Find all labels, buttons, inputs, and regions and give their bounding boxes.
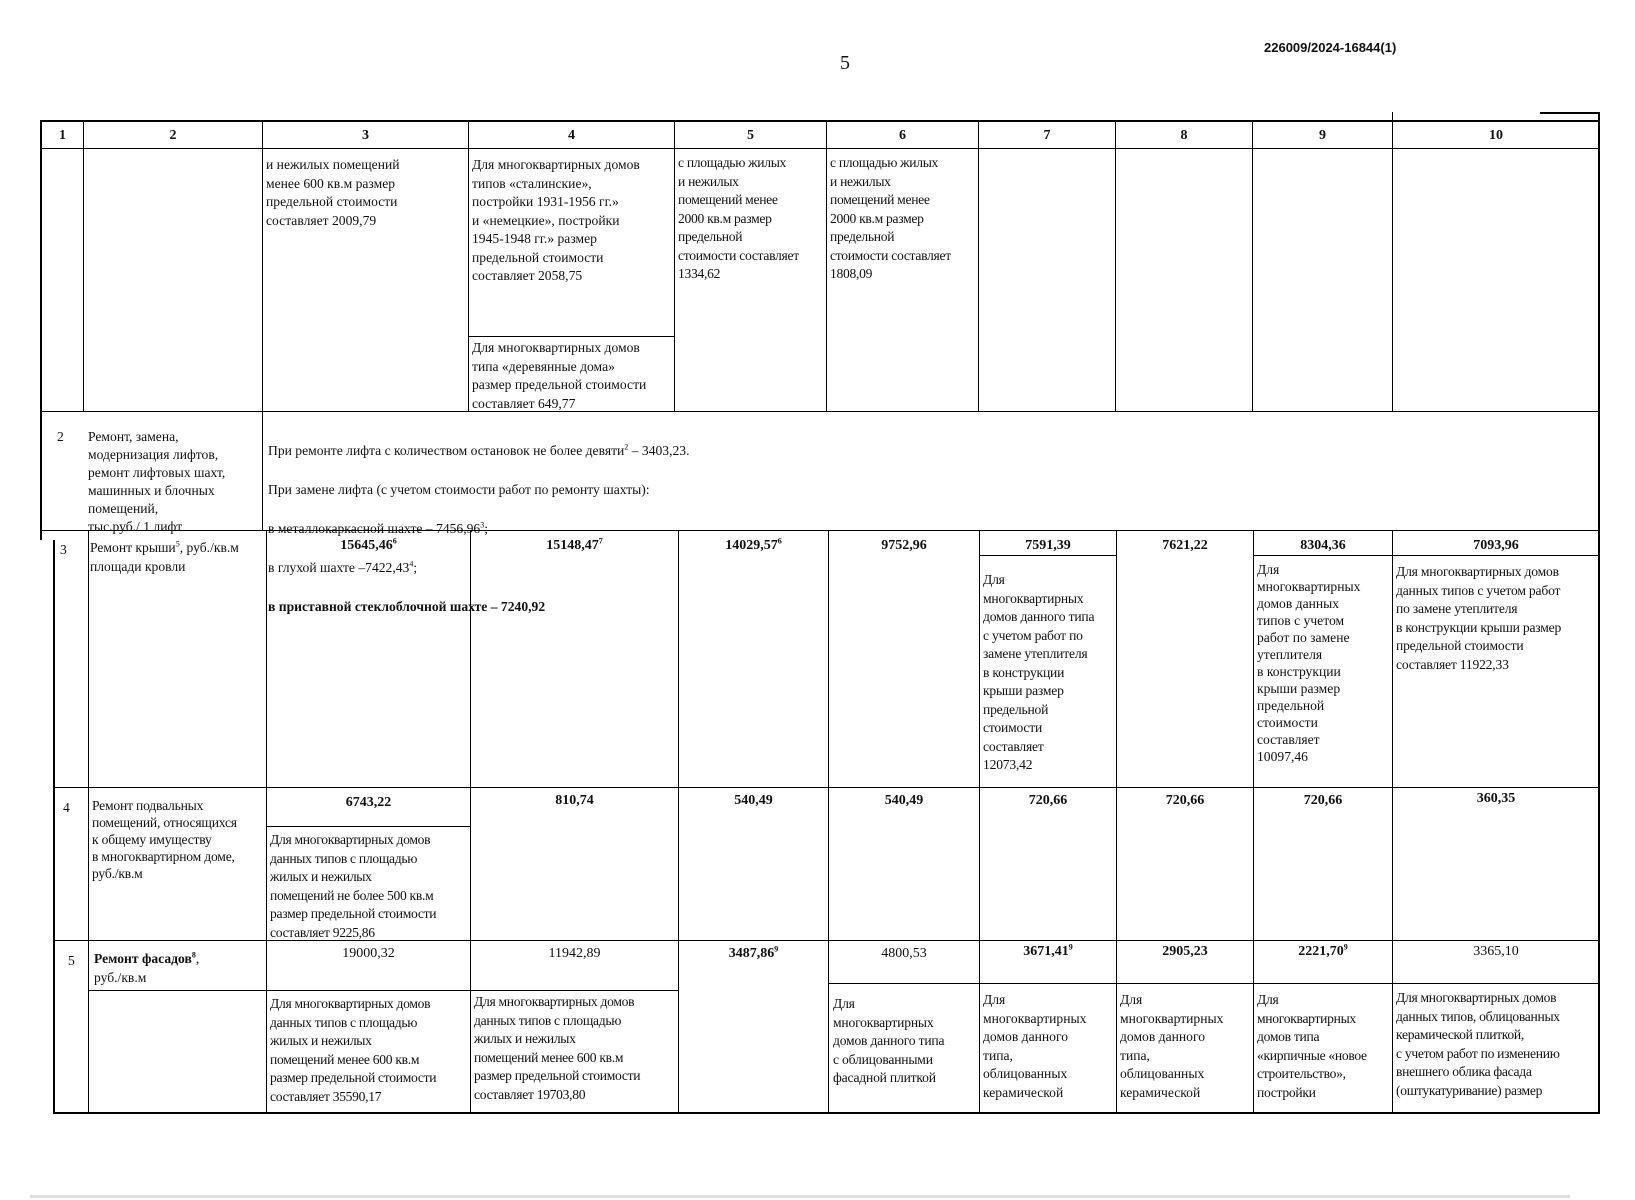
row3-number: 3 [60,542,67,557]
row2-name: Ремонт, замена, модернизация лифтов, ремонт лифтовых шахт, машинных и блочных помещений, тыс.руб./ 1 лифт [88,429,226,534]
cont-cell-col6: с площадью жилых и нежилых помещений менее 2000 кв.м размер предельной стоимости составляет 1808,09 [830,155,951,281]
header-col-4: 4 [568,128,575,143]
row3-note-col9: Для многоквартирных домов данных типов с учетом работ по замене утеплителя в конструкции крыши размер предельной стоимости составляет 10097,46 [1257,562,1361,764]
row2-line-1: При ремонте лифта с количеством остановок не более девяти$^2$ – 3403,23. [268,441,690,458]
header-col-2: 2 [169,128,177,143]
header-col-10: 10 [1489,128,1503,143]
scan-artifact-line [30,1195,1570,1198]
row3-note-col7: Для многоквартирных домов данного типа с учетом работ по замене утеплителя в конструкции крыши размер предельной стоимости составляет 12073,42 [983,572,1095,772]
row4-value-col4: 810,74 [555,793,594,808]
cont-cell-col4-wooden: Для многоквартирных домов типа «деревянные дома» размер предельной стоимости составляет 649,77 [472,340,647,411]
row4-number: 4 [63,800,70,815]
row5-number: 5 [68,953,75,968]
row5-note-col3: Для многоквартирных домов данных типов с площадью жилых и нежилых помещений менее 600 кв.м размер предельной стоимости составляет 35590,17 [270,996,437,1104]
row3-value-col3: 15645,46$^6$ [340,536,397,553]
row3-value-col8: 7621,22 [1162,538,1208,553]
row2-line-3: в металлокаркасной шахте – 7456,96$^3$; [268,519,489,536]
row4-value-col10: 360,35 [1476,791,1516,806]
row5-note-col6: Для многоквартирных домов данного типа с облицованными фасадной плиткой [833,996,945,1085]
header-col-7: 7 [1043,128,1051,143]
row2-line-4: в глухой шахте –7422,43$^4$; [268,558,418,575]
header-col-9: 9 [1319,128,1326,143]
row5-value-col6: 4800,53 [881,946,927,961]
row5-value-col7: 3671,41$^9$ [1023,942,1073,959]
cont-cell-col3: и нежилых помещений менее 600 кв.м размер предельной стоимости составляет 2009,79 [266,157,400,228]
row4-name: Ремонт подвальных помещений, относящихся к общему имуществу в многоквартирном доме, руб./кв.м [92,798,237,881]
header-col-8: 8 [1180,128,1188,143]
row4-value-col5: 540,49 [734,793,773,808]
header-col-5: 5 [747,128,754,143]
header-col-1: 1 [59,128,66,143]
row4-value-col3: 6743,22 [345,795,392,810]
row3-value-col9: 8304,36 [1300,538,1346,553]
row5-note-col8: Для многоквартирных домов данного типа, облицованных керамической [1120,992,1224,1100]
row5-note-col9: Для многоквартирных домов типа «кирпичные «новое строительство», постройки [1257,992,1367,1100]
row4-value-col6: 540,49 [884,793,924,808]
row3-name: Ремонт крыши$^5$, руб./кв.м площади кровли [90,539,239,574]
row3-value-col10: 7093,96 [1473,538,1519,553]
row2-number: 2 [57,429,64,444]
row5-value-col4: 11942,89 [548,946,601,961]
row5-name: Ремонт фасадов$^8$, руб./кв.м [94,950,200,985]
row3-note-col10: Для многоквартирных домов данных типов с учетом работ по замене утеплителя в конструкции крыши размер предельной стоимости составляет 11922,33 [1396,564,1562,672]
row4-note-col3: Для многоквартирных домов данных типов с площадью жилых и нежилых помещений не более 500 кв.м размер предельной стоимости составляет 9225,86 [270,832,437,940]
row3-value-col6: 9752,96 [881,538,927,553]
row5-value-col8: 2905,23 [1162,944,1208,959]
row3-value-col5: 14029,57$^6$ [725,536,782,553]
header-col-3: 3 [362,128,369,143]
page-number: 5 [840,52,850,74]
row5-value-col10: 3365,10 [1473,944,1519,959]
row5-note-col7: Для многоквартирных домов данного типа, облицованных керамической [983,992,1087,1100]
row4-value-col9: 720,66 [1303,793,1343,808]
row3-value-col4: 15148,47$^7$ [546,536,603,553]
row5-note-col10: Для многоквартирных домов данных типов, облицованных керамической плиткой, с учетом работ по изменению внешнего облика фасада (оштукатуривание) размер [1396,990,1560,1098]
row4-value-col8: 720,66 [1165,793,1205,808]
row4-value-col7: 720,66 [1028,793,1068,808]
document-id: 226009/2024-16844(1) [1264,40,1397,55]
row5-value-col3: 19000,32 [342,946,395,961]
row2-line-2: При замене лифта (с учетом стоимости работ по ремонту шахты): [268,481,650,497]
cont-cell-col4-stalin: Для многоквартирных домов типов «сталинские», постройки 1931-1956 гг.» и «немецкие», постройки 1945-1948 гг.» размер предельной стоимости составляет 2058,75 [472,157,640,283]
row5-value-col9: 2221,70$^9$ [1298,942,1348,959]
row3-value-col7: 7591,39 [1025,538,1071,553]
row2-line-5: в приставной стеклоблочной шахте – 7240,92 [268,598,546,614]
row5-value-col5: 3487,86$^9$ [728,944,779,961]
row5-note-col4: Для многоквартирных домов данных типов с площадью жилых и нежилых помещений менее 600 кв.м размер предельной стоимости составляет 19703,80 [474,994,641,1102]
cont-cell-col5: с площадью жилых и нежилых помещений менее 2000 кв.м размер предельной стоимости составляет 1334,62 [678,155,799,281]
header-col-6: 6 [899,128,906,143]
